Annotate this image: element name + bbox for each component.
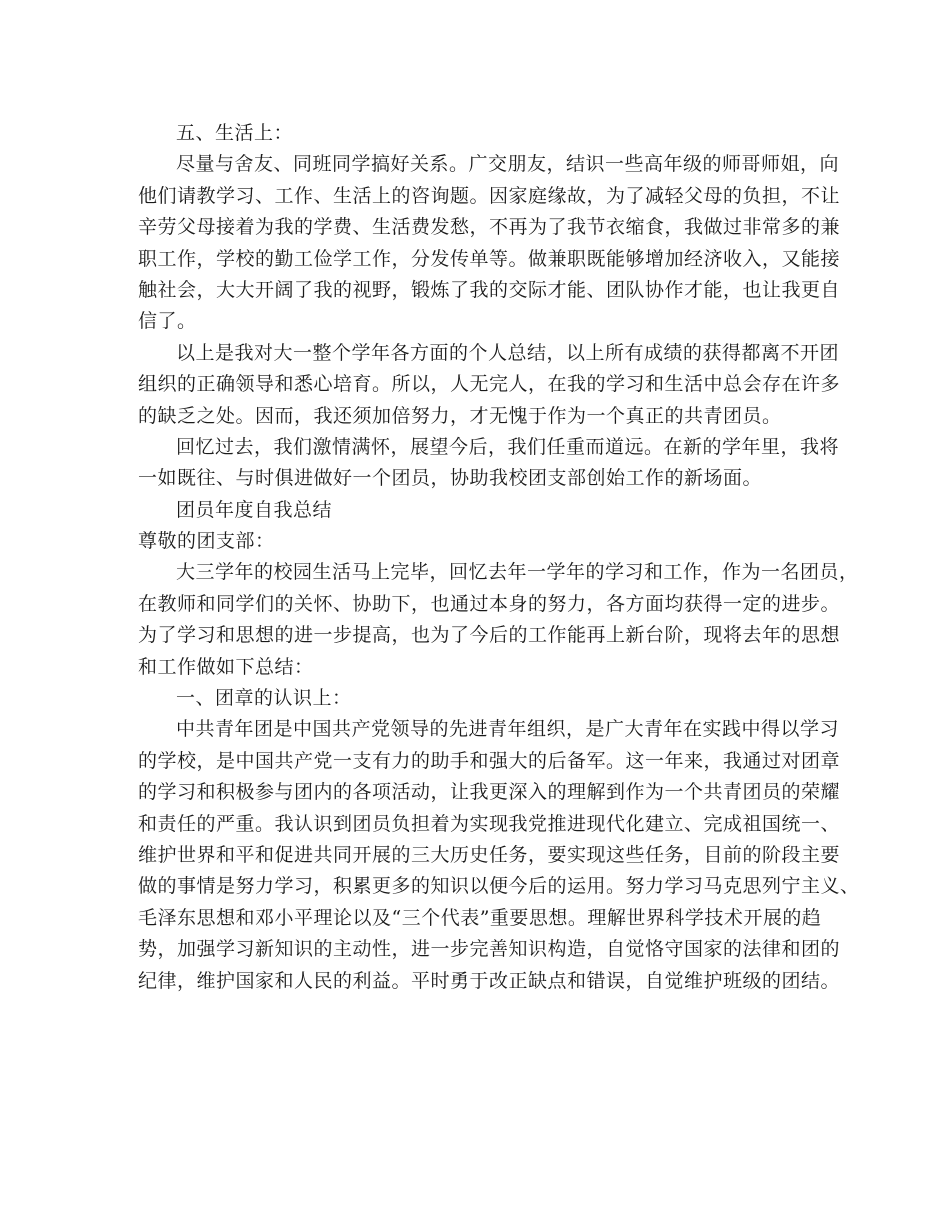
text-line: 为了学习和思想的进一步提高，也为了今后的工作能再上新台阶，现将去年的思想: [138, 624, 841, 647]
text-line: 一、团章的认识上：: [176, 687, 352, 710]
text-line: 组织的正确领导和悉心培育。所以，人无完人，在我的学习和生活中总会存在许多: [138, 373, 841, 396]
text-line: 在教师和同学们的关怀、协助下，也通过本身的努力，各方面均获得一定的进步。: [138, 592, 841, 615]
text-line: 尊敬的团支部：: [138, 530, 275, 553]
text-line: 的学校，是中国共产党一支有力的助手和强大的后备军。这一年来，我通过对团章: [138, 749, 841, 772]
text-line: 一如既往、与时俱进做好一个团员，协助我校团支部创始工作的新场面。: [138, 467, 763, 490]
text-line: 的缺乏之处。因而，我还须加倍努力，才无愧于作为一个真正的共青团员。: [138, 404, 782, 427]
text-line: 触社会，大大开阔了我的视野，锻炼了我的交际才能、团队协作才能，也让我更自: [138, 278, 841, 301]
text-line: 的学习和积极参与团内的各项活动，让我更深入的理解到作为一个共青团员的荣耀: [138, 781, 841, 804]
text-line: 纪律，维护国家和人民的利益。平时勇于改正缺点和错误，自觉维护班级的团结。: [138, 969, 841, 992]
text-line: 大三学年的校园生活马上完毕，回忆去年一学年的学习和工作，作为一名团员，: [176, 561, 859, 584]
text-line: 辛劳父母接着为我的学费、生活费发愁，不再为了我节衣缩食，我做过非常多的兼: [138, 216, 841, 239]
text-line: 维护世界和平和促进共同开展的三大历史任务，要实现这些任务，目前的阶段主要: [138, 843, 841, 866]
text-line: 职工作，学校的勤工俭学工作，分发传单等。做兼职既能够增加经济收入，又能接: [138, 247, 841, 270]
text-line: 团员年度自我总结: [176, 498, 333, 521]
text-line: 五、生活上：: [176, 122, 294, 144]
text-line: 他们请教学习、工作、生活上的咨询题。因家庭缘故，为了减轻父母的负担，不让: [138, 184, 841, 207]
document-body: [138, 118, 860, 997]
text-line: 和工作做如下总结：: [138, 655, 314, 678]
text-line: 信了。: [138, 310, 197, 333]
text-line: 以上是我对大一整个学年各方面的个人总结，以上所有成绩的获得都离不开团: [176, 341, 840, 364]
text-line: 势，加强学习新知识的主动性，进一步完善知识构造，自觉恪守国家的法律和团的: [138, 938, 841, 961]
text-line: 尽量与舍友、同班同学搞好关系。广交朋友，结识一些高年级的师哥师姐，向: [176, 153, 840, 176]
text-line: 回忆过去，我们激情满怀，展望今后，我们任重而道远。在新的学年里，我将: [176, 435, 840, 458]
text-line: 中共青年团是中国共产党领导的先进青年组织，是广大青年在实践中得以学习: [176, 718, 840, 741]
text-line: 做的事情是努力学习，积累更多的知识以便今后的运用。努力学习马克思列宁主义、: [138, 875, 860, 898]
text-line: 毛泽东思想和邓小平理论以及“三个代表”重要思想。理解世界科学技术开展的趋: [138, 906, 822, 929]
text-line: 和责任的严重。我认识到团员负担着为实现我党推进现代化建立、完成祖国统一、: [138, 812, 841, 835]
